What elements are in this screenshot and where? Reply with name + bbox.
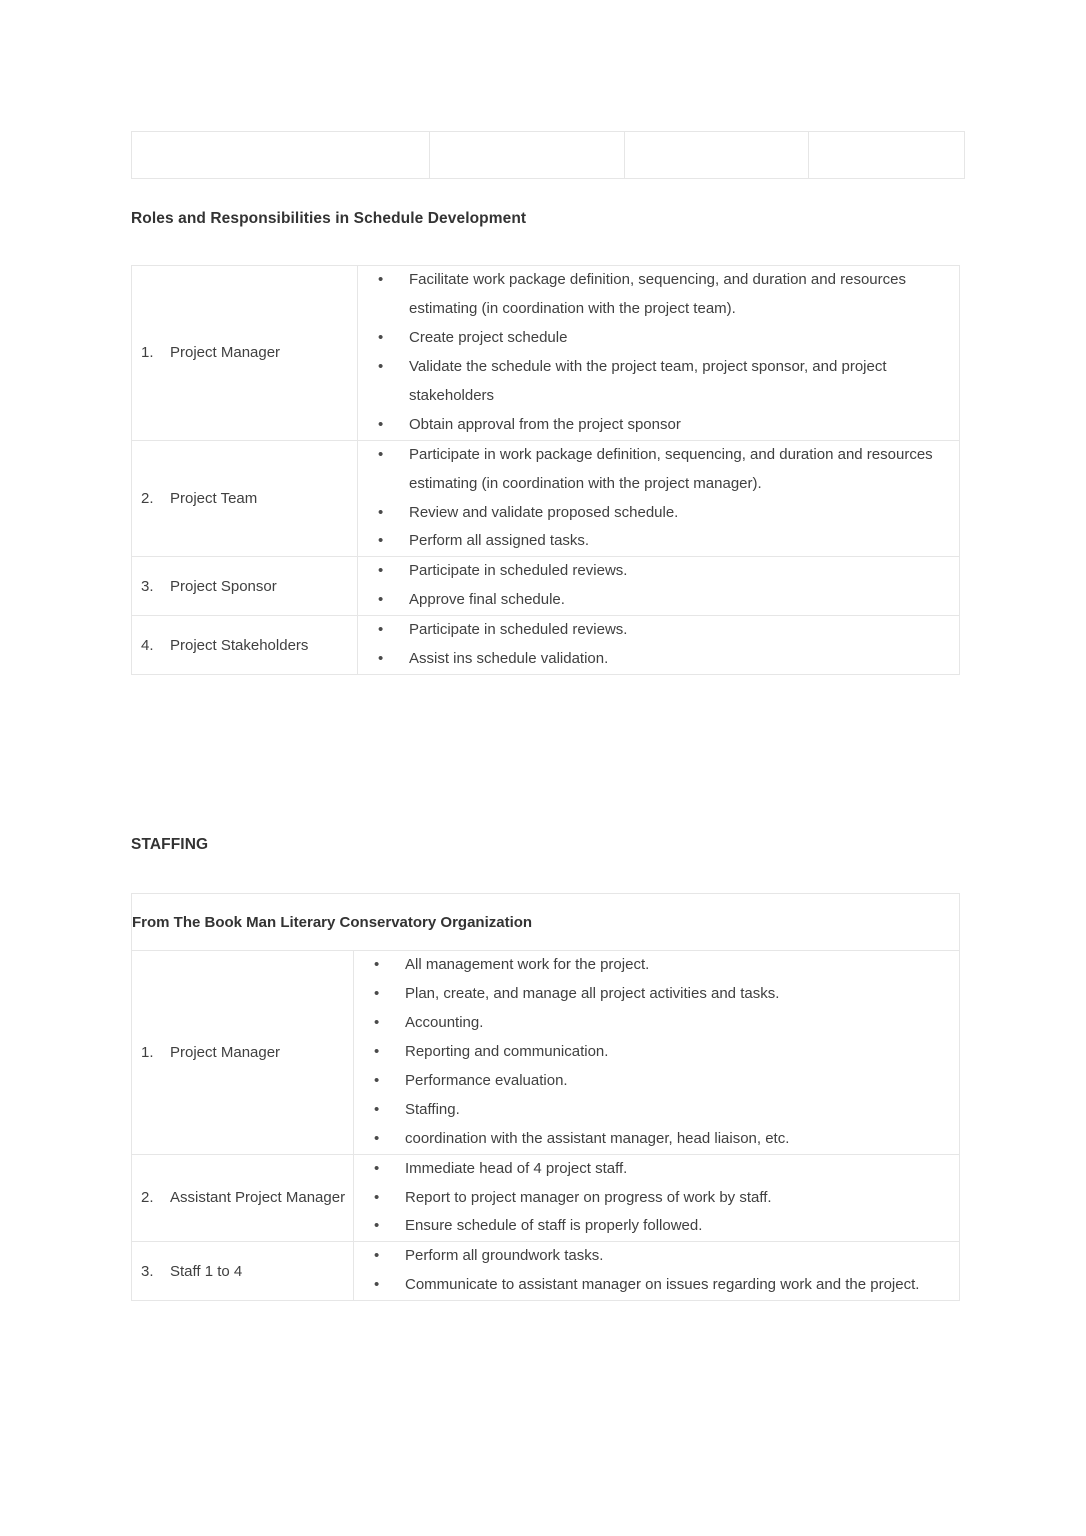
list-item: • Approve final schedule. — [358, 586, 959, 615]
list-item: • Validate the schedule with the project team, project sponsor, and project stakeholders — [358, 353, 959, 411]
role-number: 1. — [141, 344, 154, 362]
list-item: • Perform all groundwork tasks. — [354, 1242, 959, 1271]
list-item: • Perform all assigned tasks. — [358, 527, 959, 556]
bullet-list — [354, 951, 959, 1154]
role-number: 3. — [141, 577, 154, 595]
role-cell — [132, 1242, 354, 1301]
role-label: Project Manager — [170, 1043, 281, 1061]
table-cell-empty-4 — [809, 132, 965, 179]
responsibilities-cell — [358, 616, 960, 675]
table-cell-empty-3 — [625, 132, 809, 179]
table-cell-empty-2 — [430, 132, 625, 179]
list-item: • Immediate head of 4 project staff. — [354, 1155, 959, 1184]
list-item: • Review and validate proposed schedule. — [358, 499, 959, 528]
table-row-header — [132, 894, 960, 951]
list-item: • All management work for the project. — [354, 951, 959, 980]
heading-staffing: STAFFING — [131, 836, 209, 853]
list-item: • Communicate to assistant manager on issues regarding work and the project. — [354, 1271, 959, 1300]
role-label: Staff 1 to 4 — [170, 1262, 243, 1280]
role-label: Project Stakeholders — [170, 636, 309, 654]
staffing-table — [131, 893, 960, 1301]
list-item: • Reporting and communication. — [354, 1038, 959, 1067]
role-label: Project Sponsor — [170, 577, 277, 595]
role-cell — [132, 266, 358, 441]
list-item: • Report to project manager on progress of work by staff. — [354, 1184, 959, 1213]
bullet-list — [358, 441, 959, 557]
table-cell-empty-1 — [132, 132, 430, 179]
responsibilities-cell — [354, 951, 960, 1155]
table-row — [132, 440, 960, 557]
top-empty-table — [131, 131, 965, 179]
role-number: 2. — [141, 489, 154, 507]
list-item: • Plan, create, and manage all project activities and tasks. — [354, 980, 959, 1009]
list-item: • Performance evaluation. — [354, 1067, 959, 1096]
table-row — [132, 1154, 960, 1242]
role-label: Project Manager — [170, 344, 281, 362]
bullet-list — [354, 1155, 959, 1242]
role-label: Assistant Project Manager — [170, 1189, 346, 1207]
role-cell — [132, 557, 358, 616]
bullet-list — [358, 266, 959, 440]
responsibilities-cell — [358, 266, 960, 441]
role-number: 3. — [141, 1262, 154, 1280]
list-item: • coordination with the assistant manager, head liaison, etc. — [354, 1125, 959, 1154]
bullet-list — [358, 616, 959, 674]
role-number: 1. — [141, 1043, 154, 1061]
bullet-list — [358, 557, 959, 615]
list-item: • Participate in scheduled reviews. — [358, 616, 959, 645]
role-label: Project Team — [170, 489, 258, 507]
responsibilities-cell — [354, 1242, 960, 1301]
heading-roles-and-responsibilities: Roles and Responsibilities in Schedule Development — [131, 210, 527, 227]
list-item: • Assist ins schedule validation. — [358, 645, 959, 674]
list-item: • Ensure schedule of staff is properly followed. — [354, 1212, 959, 1241]
table-row — [132, 616, 960, 675]
responsibilities-cell — [358, 557, 960, 616]
table-row — [132, 557, 960, 616]
list-item: • Staffing. — [354, 1096, 959, 1125]
responsibilities-cell — [354, 1154, 960, 1242]
responsibilities-cell — [358, 440, 960, 557]
role-cell — [132, 1154, 354, 1242]
list-item: • Create project schedule — [358, 324, 959, 353]
table-row — [132, 951, 960, 1155]
role-cell — [132, 616, 358, 675]
table-row — [132, 266, 960, 441]
list-item: • Accounting. — [354, 1009, 959, 1038]
list-item: • Participate in scheduled reviews. — [358, 557, 959, 586]
list-item: • Participate in work package definition, sequencing, and duration and resources estimating (in coordination with the project manager). — [358, 441, 959, 499]
roles-responsibilities-table — [131, 265, 960, 675]
table-row — [132, 132, 965, 179]
bullet-list — [354, 1242, 959, 1300]
list-item: • Facilitate work package definition, sequencing, and duration and resources estimating (in coordination with the project team). — [358, 266, 959, 324]
table-row — [132, 1242, 960, 1301]
role-number: 2. — [141, 1189, 154, 1207]
staffing-table-header: From The Book Man Literary Conservatory Organization — [132, 894, 960, 951]
role-cell — [132, 951, 354, 1155]
role-number: 4. — [141, 636, 154, 654]
list-item: • Obtain approval from the project sponsor — [358, 411, 959, 440]
role-cell — [132, 440, 358, 557]
